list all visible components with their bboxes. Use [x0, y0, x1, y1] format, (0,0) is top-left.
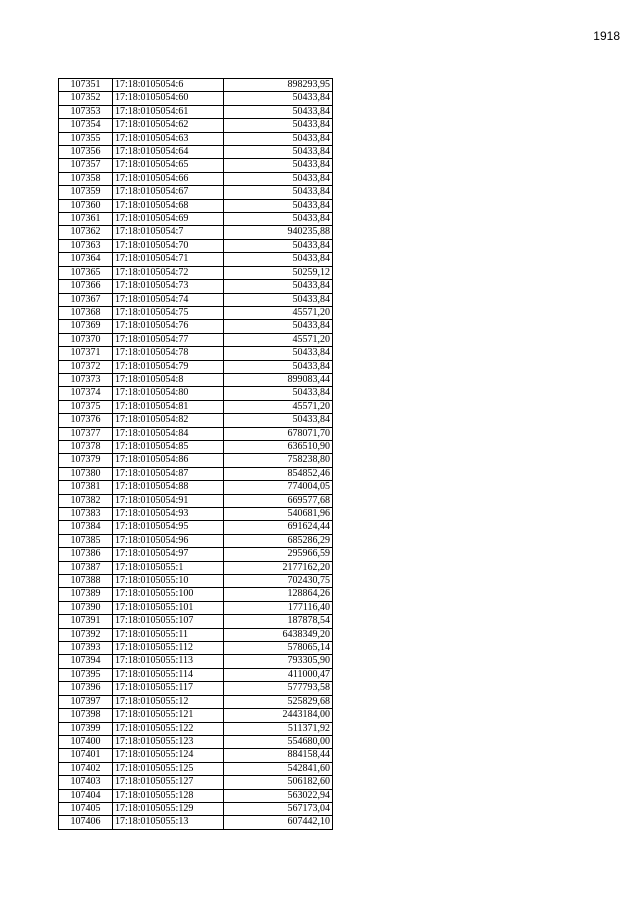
row-number: 107385 — [59, 534, 113, 547]
cadastral-number: 17:18:0105054:7 — [113, 226, 224, 239]
cadastral-value: 50433,84 — [224, 387, 333, 400]
cadastral-value: 50433,84 — [224, 105, 333, 118]
row-number: 107371 — [59, 347, 113, 360]
cadastral-value: 899083,44 — [224, 373, 333, 386]
table-row — [59, 132, 333, 145]
row-number: 107400 — [59, 735, 113, 748]
cadastral-value: 758238,80 — [224, 454, 333, 467]
cadastral-number: 17:18:0105055:10 — [113, 575, 224, 588]
table-row — [59, 789, 333, 802]
cadastral-number: 17:18:0105054:71 — [113, 253, 224, 266]
cadastral-number: 17:18:0105054:96 — [113, 534, 224, 547]
row-number: 107354 — [59, 119, 113, 132]
table-row — [59, 199, 333, 212]
row-number: 107353 — [59, 105, 113, 118]
cadastral-value: 50433,84 — [224, 414, 333, 427]
row-number: 107402 — [59, 762, 113, 775]
cadastral-number: 17:18:0105055:127 — [113, 776, 224, 789]
table-row — [59, 776, 333, 789]
row-number: 107359 — [59, 186, 113, 199]
cadastral-number: 17:18:0105055:107 — [113, 615, 224, 628]
table-row — [59, 427, 333, 440]
row-number: 107394 — [59, 655, 113, 668]
cadastral-value: 607442,10 — [224, 816, 333, 829]
row-number: 107377 — [59, 427, 113, 440]
table-body — [59, 79, 333, 830]
row-number: 107366 — [59, 280, 113, 293]
table-row — [59, 293, 333, 306]
row-number: 107398 — [59, 709, 113, 722]
table-row — [59, 762, 333, 775]
row-number: 107391 — [59, 615, 113, 628]
table-row — [59, 226, 333, 239]
table-row — [59, 682, 333, 695]
cadastral-number: 17:18:0105055:128 — [113, 789, 224, 802]
table-row — [59, 119, 333, 132]
cadastral-value: 691624,44 — [224, 521, 333, 534]
cadastral-number: 17:18:0105055:11 — [113, 628, 224, 641]
cadastral-number: 17:18:0105054:69 — [113, 213, 224, 226]
table-row — [59, 213, 333, 226]
table-row — [59, 668, 333, 681]
table-row — [59, 628, 333, 641]
row-number: 107355 — [59, 132, 113, 145]
row-number: 107363 — [59, 239, 113, 252]
table-row — [59, 159, 333, 172]
cadastral-value: 578065,14 — [224, 642, 333, 655]
table-row — [59, 186, 333, 199]
cadastral-number: 17:18:0105054:95 — [113, 521, 224, 534]
table-row — [59, 320, 333, 333]
cadastral-number: 17:18:0105054:76 — [113, 320, 224, 333]
cadastral-number: 17:18:0105054:73 — [113, 280, 224, 293]
row-number: 107369 — [59, 320, 113, 333]
cadastral-value: 50433,84 — [224, 213, 333, 226]
table-row — [59, 642, 333, 655]
table-row — [59, 588, 333, 601]
table-row — [59, 749, 333, 762]
table-row — [59, 615, 333, 628]
table-row — [59, 521, 333, 534]
cadastral-number: 17:18:0105055:125 — [113, 762, 224, 775]
row-number: 107380 — [59, 467, 113, 480]
cadastral-value: 554680,00 — [224, 735, 333, 748]
cadastral-value: 511371,92 — [224, 722, 333, 735]
cadastral-number: 17:18:0105054:74 — [113, 293, 224, 306]
row-number: 107381 — [59, 481, 113, 494]
table-row — [59, 239, 333, 252]
cadastral-value: 50433,84 — [224, 320, 333, 333]
table-row — [59, 440, 333, 453]
table-row — [59, 467, 333, 480]
cadastral-value: 678071,70 — [224, 427, 333, 440]
table-row — [59, 373, 333, 386]
cadastral-number: 17:18:0105055:13 — [113, 816, 224, 829]
row-number: 107397 — [59, 695, 113, 708]
row-number: 107357 — [59, 159, 113, 172]
cadastral-value: 577793,58 — [224, 682, 333, 695]
table-row — [59, 306, 333, 319]
table-row — [59, 253, 333, 266]
table-row — [59, 333, 333, 346]
table-row — [59, 347, 333, 360]
cadastral-value: 45571,20 — [224, 333, 333, 346]
cadastral-value: 50433,84 — [224, 280, 333, 293]
cadastral-number: 17:18:0105055:101 — [113, 601, 224, 614]
cadastral-value: 50433,84 — [224, 186, 333, 199]
cadastral-value: 50259,12 — [224, 266, 333, 279]
row-number: 107404 — [59, 789, 113, 802]
row-number: 107388 — [59, 575, 113, 588]
cadastral-number: 17:18:0105054:78 — [113, 347, 224, 360]
cadastral-number: 17:18:0105055:129 — [113, 802, 224, 815]
cadastral-value: 177116,40 — [224, 601, 333, 614]
cadastral-value: 50433,84 — [224, 132, 333, 145]
cadastral-value: 542841,60 — [224, 762, 333, 775]
cadastral-number: 17:18:0105055:121 — [113, 709, 224, 722]
cadastral-number: 17:18:0105055:12 — [113, 695, 224, 708]
cadastral-value: 702430,75 — [224, 575, 333, 588]
row-number: 107382 — [59, 494, 113, 507]
cadastral-value: 50433,84 — [224, 159, 333, 172]
cadastral-value: 50433,84 — [224, 172, 333, 185]
cadastral-value: 2443184,00 — [224, 709, 333, 722]
row-number: 107364 — [59, 253, 113, 266]
cadastral-number: 17:18:0105054:88 — [113, 481, 224, 494]
row-number: 107368 — [59, 306, 113, 319]
cadastral-value: 793305,90 — [224, 655, 333, 668]
row-number: 107396 — [59, 682, 113, 695]
cadastral-value: 50433,84 — [224, 293, 333, 306]
cadastral-value: 940235,88 — [224, 226, 333, 239]
table-row — [59, 266, 333, 279]
row-number: 107365 — [59, 266, 113, 279]
cadastral-number: 17:18:0105054:72 — [113, 266, 224, 279]
row-number: 107351 — [59, 79, 113, 92]
cadastral-value: 50433,84 — [224, 347, 333, 360]
row-number: 107375 — [59, 400, 113, 413]
cadastral-number: 17:18:0105055:100 — [113, 588, 224, 601]
row-number: 107403 — [59, 776, 113, 789]
row-number: 107376 — [59, 414, 113, 427]
row-number: 107360 — [59, 199, 113, 212]
cadastral-value: 669577,68 — [224, 494, 333, 507]
cadastral-value: 6438349,20 — [224, 628, 333, 641]
cadastral-number: 17:18:0105054:84 — [113, 427, 224, 440]
cadastral-number: 17:18:0105054:80 — [113, 387, 224, 400]
row-number: 107386 — [59, 548, 113, 561]
row-number: 107392 — [59, 628, 113, 641]
table-row — [59, 802, 333, 815]
cadastral-value: 45571,20 — [224, 400, 333, 413]
cadastral-number: 17:18:0105055:1 — [113, 561, 224, 574]
cadastral-value: 854852,46 — [224, 467, 333, 480]
cadastral-number: 17:18:0105054:97 — [113, 548, 224, 561]
row-number: 107370 — [59, 333, 113, 346]
cadastral-value: 50433,84 — [224, 199, 333, 212]
cadastral-number: 17:18:0105055:124 — [113, 749, 224, 762]
row-number: 107362 — [59, 226, 113, 239]
cadastral-number: 17:18:0105054:66 — [113, 172, 224, 185]
cadastral-number: 17:18:0105054:77 — [113, 333, 224, 346]
row-number: 107406 — [59, 816, 113, 829]
row-number: 107405 — [59, 802, 113, 815]
table-row — [59, 360, 333, 373]
table-row — [59, 735, 333, 748]
table-row — [59, 79, 333, 92]
cadastral-value: 506182,60 — [224, 776, 333, 789]
cadastral-number: 17:18:0105055:112 — [113, 642, 224, 655]
row-number: 107379 — [59, 454, 113, 467]
cadastral-number: 17:18:0105054:64 — [113, 146, 224, 159]
row-number: 107361 — [59, 213, 113, 226]
page-number: 1918 — [593, 29, 620, 43]
table-row — [59, 494, 333, 507]
table-row — [59, 655, 333, 668]
row-number: 107383 — [59, 508, 113, 521]
table-row — [59, 454, 333, 467]
table-row — [59, 508, 333, 521]
table-row — [59, 105, 333, 118]
row-number: 107393 — [59, 642, 113, 655]
cadastral-value: 685286,29 — [224, 534, 333, 547]
table-row — [59, 172, 333, 185]
row-number: 107401 — [59, 749, 113, 762]
cadastral-number: 17:18:0105054:86 — [113, 454, 224, 467]
cadastral-number: 17:18:0105054:6 — [113, 79, 224, 92]
row-number: 107374 — [59, 387, 113, 400]
cadastral-value: 50433,84 — [224, 360, 333, 373]
cadastral-value: 50433,84 — [224, 239, 333, 252]
table-row — [59, 387, 333, 400]
cadastral-number: 17:18:0105054:87 — [113, 467, 224, 480]
table-row — [59, 92, 333, 105]
row-number: 107384 — [59, 521, 113, 534]
cadastral-number: 17:18:0105054:60 — [113, 92, 224, 105]
cadastral-number: 17:18:0105054:85 — [113, 440, 224, 453]
cadastral-value: 567173,04 — [224, 802, 333, 815]
table-row — [59, 601, 333, 614]
cadastral-number: 17:18:0105054:82 — [113, 414, 224, 427]
row-number: 107373 — [59, 373, 113, 386]
table-row — [59, 816, 333, 829]
row-number: 107395 — [59, 668, 113, 681]
cadastral-value: 563022,94 — [224, 789, 333, 802]
cadastral-number: 17:18:0105054:81 — [113, 400, 224, 413]
cadastral-value: 295966,59 — [224, 548, 333, 561]
cadastral-value: 50433,84 — [224, 92, 333, 105]
cadastral-number: 17:18:0105054:65 — [113, 159, 224, 172]
table-row — [59, 709, 333, 722]
table-row — [59, 695, 333, 708]
cadastral-value: 50433,84 — [224, 253, 333, 266]
cadastral-number: 17:18:0105055:117 — [113, 682, 224, 695]
cadastral-number: 17:18:0105054:62 — [113, 119, 224, 132]
cadastral-number: 17:18:0105054:61 — [113, 105, 224, 118]
table-row — [59, 534, 333, 547]
cadastral-number: 17:18:0105055:113 — [113, 655, 224, 668]
row-number: 107356 — [59, 146, 113, 159]
row-number: 107367 — [59, 293, 113, 306]
cadastral-number: 17:18:0105054:70 — [113, 239, 224, 252]
table-row — [59, 280, 333, 293]
cadastral-value: 45571,20 — [224, 306, 333, 319]
table-row — [59, 561, 333, 574]
table-row — [59, 548, 333, 561]
cadastral-number: 17:18:0105055:114 — [113, 668, 224, 681]
cadastral-number: 17:18:0105054:75 — [113, 306, 224, 319]
cadastral-value: 525829,68 — [224, 695, 333, 708]
cadastral-value: 2177162,20 — [224, 561, 333, 574]
cadastral-number: 17:18:0105055:123 — [113, 735, 224, 748]
table-row — [59, 146, 333, 159]
cadastral-number: 17:18:0105054:93 — [113, 508, 224, 521]
cadastral-number: 17:18:0105054:8 — [113, 373, 224, 386]
row-number: 107372 — [59, 360, 113, 373]
cadastral-value-table — [58, 78, 333, 830]
cadastral-value: 50433,84 — [224, 119, 333, 132]
row-number: 107358 — [59, 172, 113, 185]
table-row — [59, 575, 333, 588]
cadastral-number: 17:18:0105054:79 — [113, 360, 224, 373]
cadastral-value: 898293,95 — [224, 79, 333, 92]
cadastral-value: 50433,84 — [224, 146, 333, 159]
row-number: 107390 — [59, 601, 113, 614]
cadastral-number: 17:18:0105054:91 — [113, 494, 224, 507]
cadastral-number: 17:18:0105054:68 — [113, 199, 224, 212]
row-number: 107389 — [59, 588, 113, 601]
row-number: 107352 — [59, 92, 113, 105]
cadastral-value: 187878,54 — [224, 615, 333, 628]
cadastral-number: 17:18:0105054:67 — [113, 186, 224, 199]
cadastral-value: 636510,90 — [224, 440, 333, 453]
table-row — [59, 481, 333, 494]
cadastral-value: 884158,44 — [224, 749, 333, 762]
table-row — [59, 414, 333, 427]
cadastral-value: 540681,96 — [224, 508, 333, 521]
cadastral-number: 17:18:0105055:122 — [113, 722, 224, 735]
cadastral-value: 128864,26 — [224, 588, 333, 601]
table-row — [59, 400, 333, 413]
cadastral-value: 411000,47 — [224, 668, 333, 681]
cadastral-value: 774004,05 — [224, 481, 333, 494]
row-number: 107399 — [59, 722, 113, 735]
cadastral-number: 17:18:0105054:63 — [113, 132, 224, 145]
row-number: 107378 — [59, 440, 113, 453]
table-row — [59, 722, 333, 735]
row-number: 107387 — [59, 561, 113, 574]
